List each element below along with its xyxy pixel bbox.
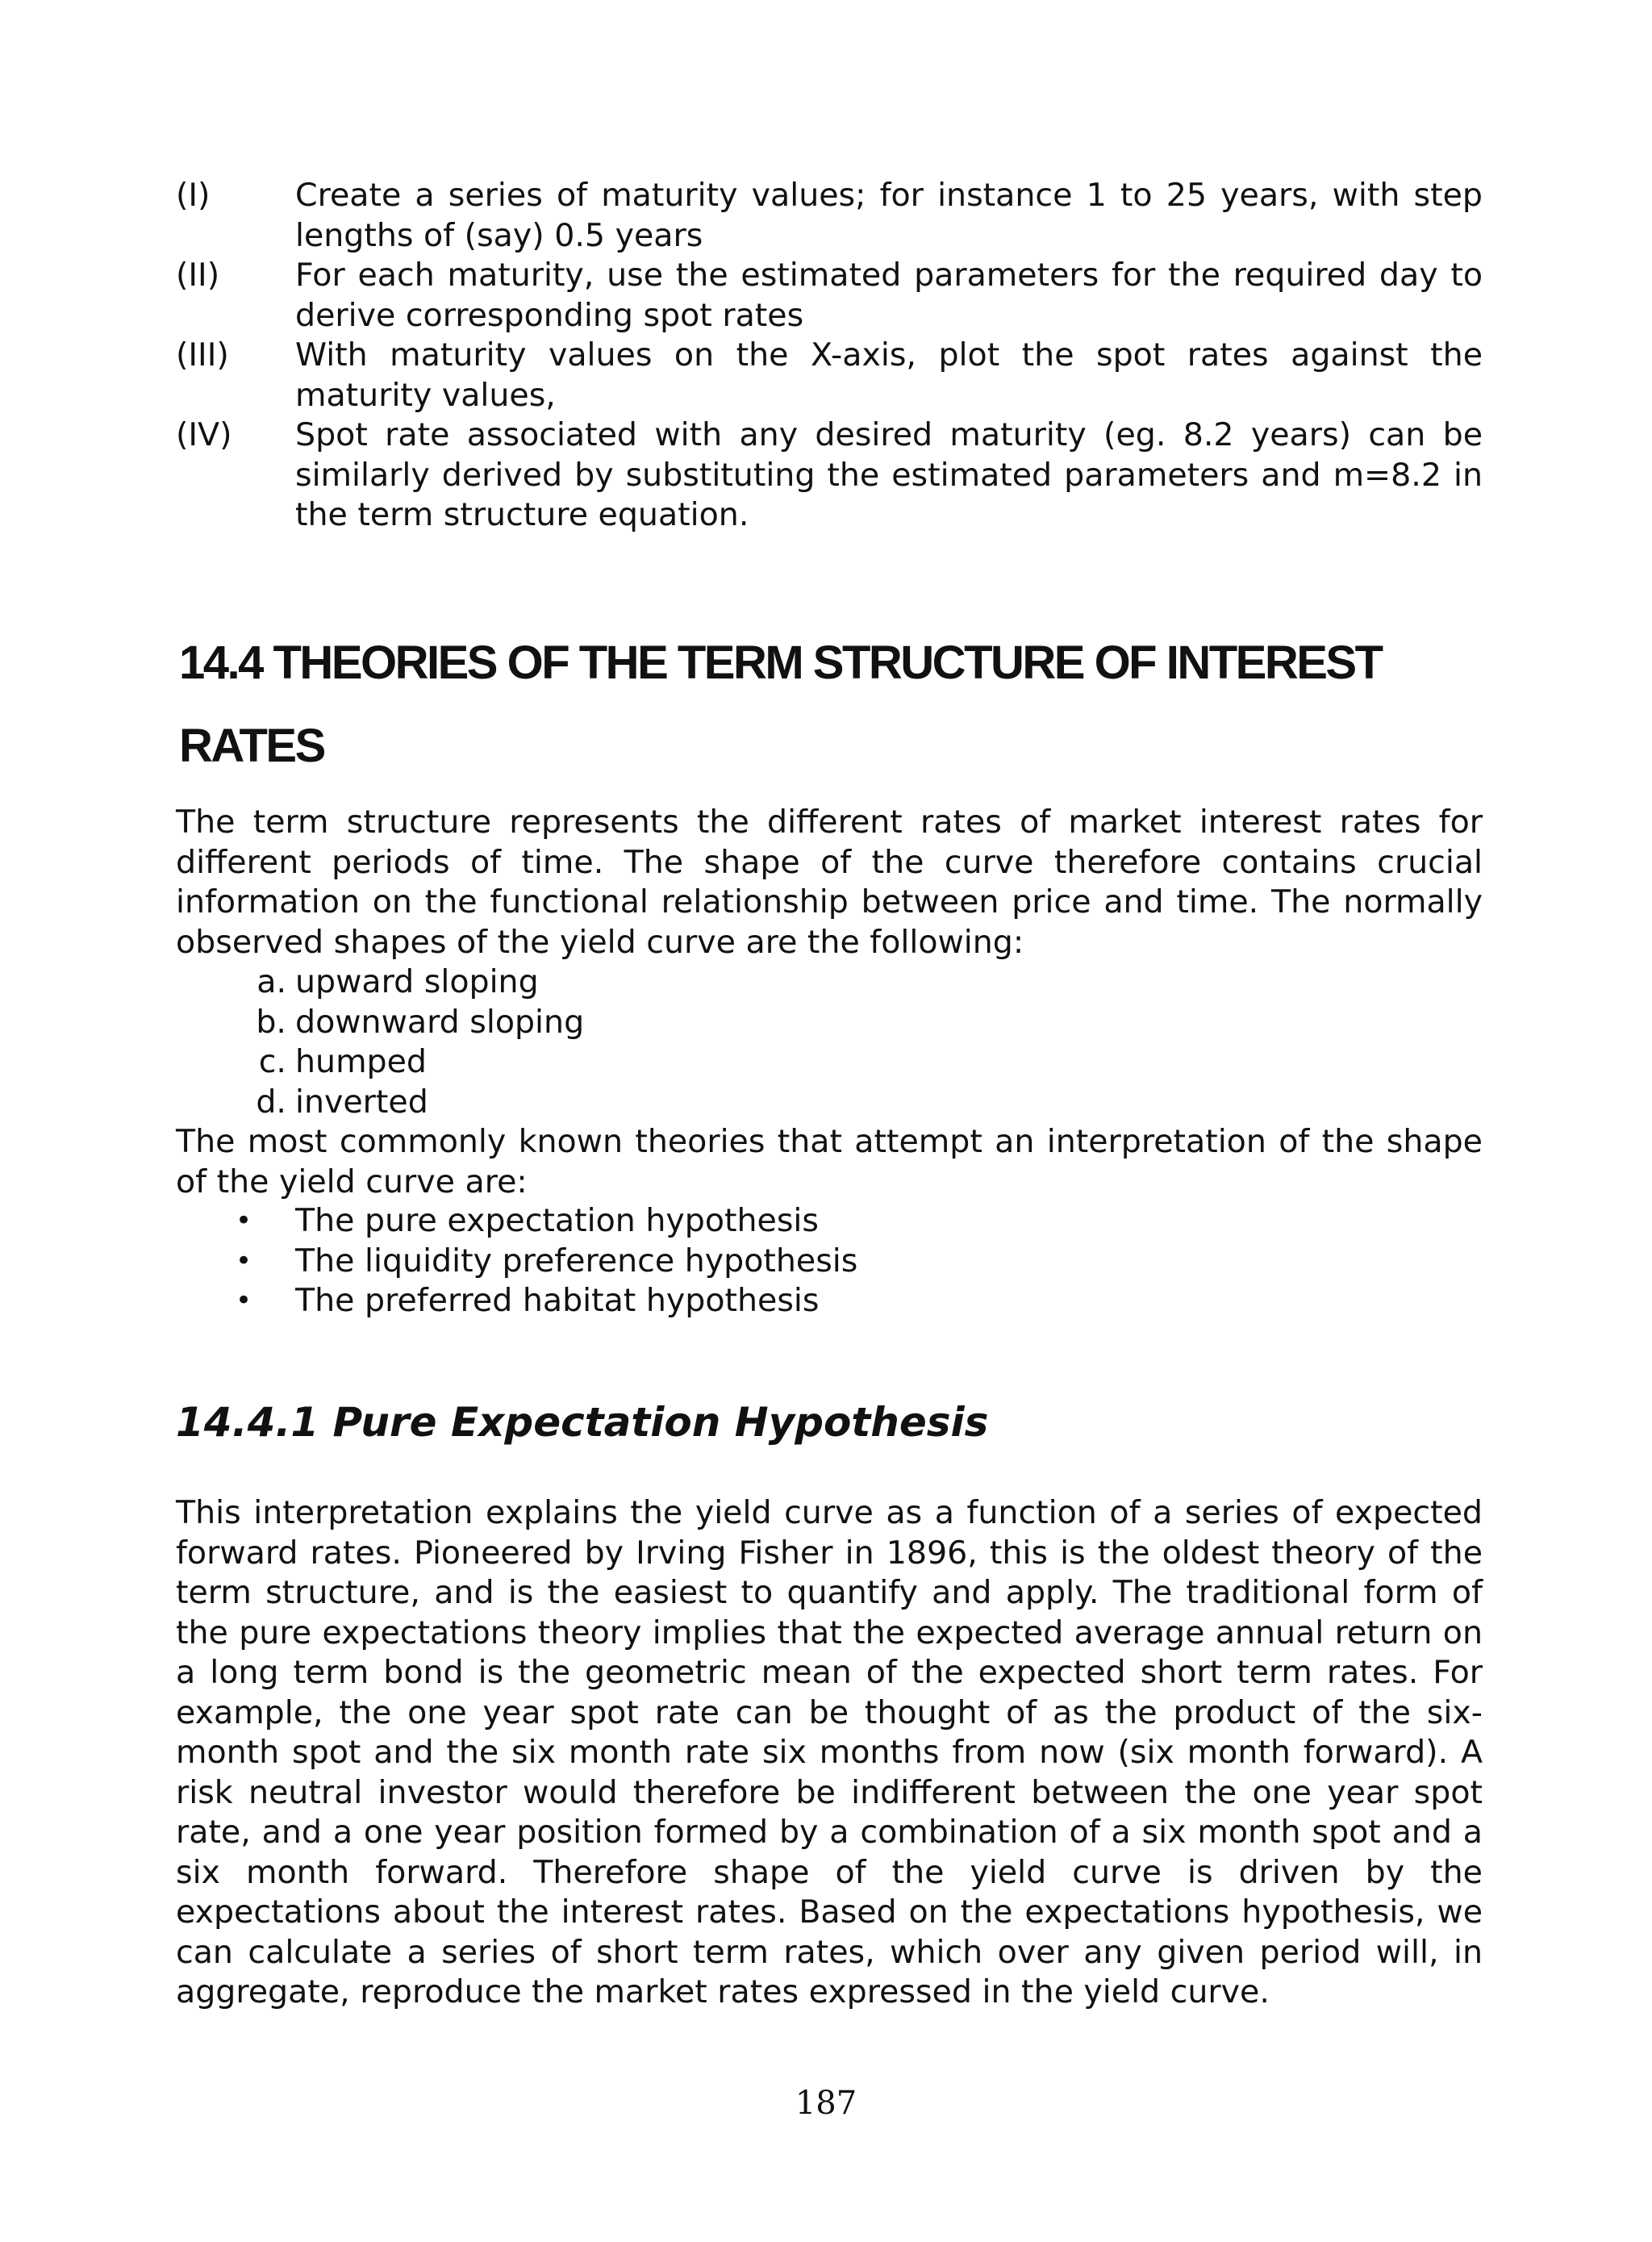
list-item-text: downward sloping [295,1003,585,1041]
list-marker: d. [256,1083,286,1121]
curve-shapes-list [176,962,584,1122]
list-marker: c. [258,1043,286,1080]
step-number: (I) [176,177,211,214]
list-item-text: inverted [295,1083,428,1121]
subsection-heading: 14.4.1 Pure Expectation Hypothesis [176,1399,989,1446]
list-item-text: The liquidity preference hypothesis [295,1242,858,1280]
step-number: (IV) [176,416,232,453]
step-text: Spot rate associated with any desired maturity (eg. 8.2 years) can be similarly derived by substituting the estimated parameters and m=8.2 in the term structure equation. [295,416,1483,533]
bullet-icon: • [236,1244,252,1277]
list-item [176,1242,857,1282]
intro-paragraph: The term structure represents the different rates of market interest rates for different periods of time. The shape of the curve therefore contains crucial information on the functional relationship between price and time. The normally observed shapes of the yield curve are the following: [176,804,1483,961]
theories-list [176,1201,857,1321]
step-text: Create a series of maturity values; for instance 1 to 25 years, with step lengths of (say) 0.5 years [295,177,1483,254]
bullet-icon: • [236,1284,252,1317]
procedure-step [176,415,1483,536]
step-text: With maturity values on the X-axis, plot the spot rates against the maturity values, [295,336,1483,414]
bullet-icon: • [236,1205,252,1237]
list-item-text: upward sloping [295,963,539,1000]
list-item-text: The preferred habitat hypothesis [295,1282,820,1319]
procedure-step [176,176,1483,256]
list-marker: a. [257,963,286,1000]
list-item [176,1003,584,1043]
list-item-text: humped [295,1043,427,1080]
list-item [176,1042,584,1083]
list-marker: b. [256,1003,286,1041]
step-text: For each maturity, use the estimated parameters for the required day to derive corresponding spot rates [295,257,1483,334]
list-item [176,1201,857,1242]
section-heading: 14.4 THEORIES OF THE TERM STRUCTURE OF INTEREST RATES [179,637,1382,772]
list-item [176,962,584,1003]
list-item [176,1083,584,1123]
theories-intro: The most commonly known theories that attempt an interpretation of the shape of the yield curve are: [176,1123,1483,1200]
list-item-text: The pure expectation hypothesis [295,1202,819,1239]
page-number: 187 [795,2085,857,2122]
procedure-step [176,336,1483,415]
procedure-steps [176,176,1483,536]
step-number: (II) [176,257,220,294]
procedure-step [176,256,1483,336]
pure-expectation-paragraph: This interpretation explains the yield curve as a function of a series of expected forward rates. Pioneered by Irving Fisher in 1896, this is the oldest theory of the term structure, and is the easiest to quantify and apply. The traditional form of the pure expectations theory implies that the expected average annual return on a long term bond is the geometric mean of the expected short term rates. For example, the one year spot rate can be thought of as the product of the six-month spot and the six month rate six months from now (six month forward). A risk neutral investor would therefore be indifferent between the one year spot rate, and a one year position formed by a combination of a six month spot and a six month forward. Therefore shape of the yield curve is driven by the expectations about the interest rates. Based on the expectations hypothesis, we can calculate a series of short term rates, which over any given period will, in aggregate, reproduce the market rates expressed in the yield curve. [176,1494,1483,2010]
list-item [176,1281,857,1321]
step-number: (III) [176,336,229,374]
